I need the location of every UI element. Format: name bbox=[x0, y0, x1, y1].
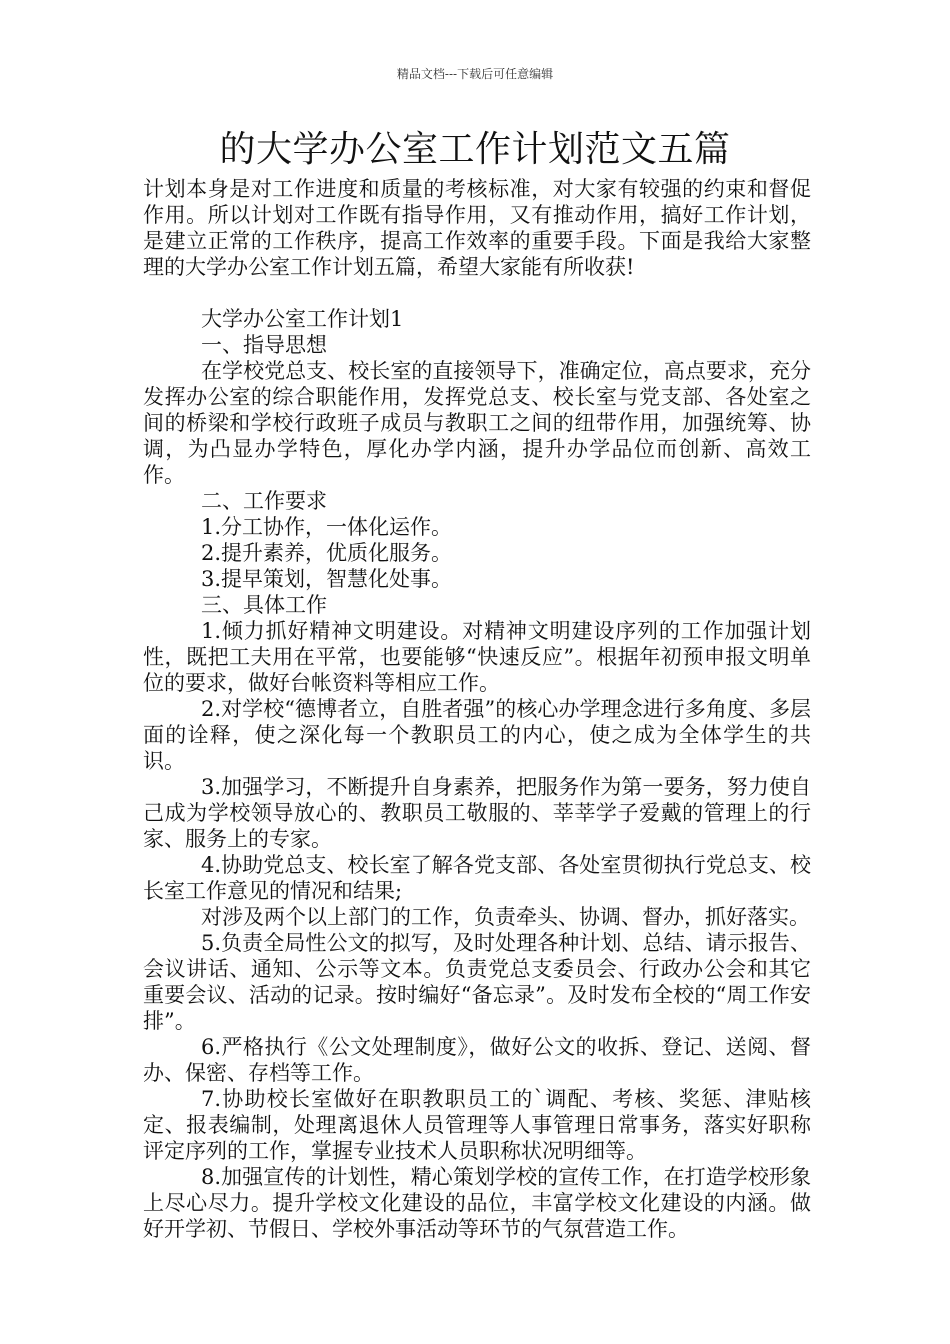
list-item: 2.提升素养，优质化服务。 bbox=[201, 541, 453, 565]
page-header: 精品文档---下载后可任意编辑 bbox=[396, 67, 554, 81]
document-body bbox=[143, 176, 811, 1242]
intro-paragraph: 计划本身是对工作进度和质量的考核标准，对大家有较强的约束和督促作用。所以计划对工作既有指导作用，又有推动作用，搞好工作计划，是建立正常的工作秩序，提高工作效率的重要手段。下面是我给大家整理的大学办公室工作计划五篇，希望大家能有所收获! bbox=[143, 177, 811, 279]
body-paragraph: 2.对学校“德博者立，自胜者强”的核心办学理念进行多角度、多层面的诠释，使之深化每一个教职员工的内心，使之成为全体学生的共识。 bbox=[143, 697, 811, 773]
document-title: 的大学办公室工作计划范文五篇 bbox=[219, 129, 731, 170]
body-paragraph: 在学校党总支、校长室的直接领导下，准确定位，高点要求，充分发挥办公室的综合职能作用，发挥党总支、校长室与党支部、各处室之间的桥梁和学校行政班子成员与教职工之间的纽带作用，加强统筹、协调，为凸显办学特色，厚化办学内涵，提升办学品位而创新、高效工作。 bbox=[143, 359, 811, 487]
body-paragraph: 4.协助党总支、校长室了解各党支部、各处室贯彻执行党总支、校长室工作意见的情况和结果; bbox=[143, 853, 811, 903]
list-item: 1.分工协作，一体化运作。 bbox=[201, 515, 453, 539]
subheading: 三、具体工作 bbox=[201, 593, 327, 617]
subheading: 一、指导思想 bbox=[201, 333, 327, 357]
body-paragraph: 对涉及两个以上部门的工作，负责牵头、协调、督办，抓好落实。 bbox=[201, 905, 810, 929]
body-paragraph: 1.倾力抓好精神文明建设。对精神文明建设序列的工作加强计划性，既把工夫用在平常，也要能够“快速反应”。根据年初预申报文明单位的要求，做好台帐资料等相应工作。 bbox=[143, 619, 811, 695]
list-item: 3.提早策划，智慧化处事。 bbox=[201, 567, 453, 591]
paragraph-gap bbox=[143, 280, 811, 306]
section-heading: 大学办公室工作计划1 bbox=[201, 307, 404, 331]
body-paragraph: 5.负责全局性公文的拟写，及时处理各种计划、总结、请示报告、会议讲话、通知、公示等文本。负责党总支委员会、行政办公会和其它重要会议、活动的记录。按时编好“备忘录”。及时发布全校的“周工作安排”。 bbox=[143, 931, 811, 1033]
body-paragraph: 8.加强宣传的计划性，精心策划学校的宣传工作，在打造学校形象上尽心尽力。提升学校文化建设的品位，丰富学校文化建设的内涵。做好开学初、节假日、学校外事活动等环节的气氛营造工作。 bbox=[143, 1165, 811, 1241]
body-paragraph: 6.严格执行《公文处理制度》，做好公文的收拆、登记、送阅、督办、保密、存档等工作。 bbox=[143, 1035, 811, 1085]
body-paragraph: 7.协助校长室做好在职教职员工的`调配、考核、奖惩、津贴核定、报表编制，处理离退休人员管理等人事管理日常事务，落实好职称评定序列的工作，掌握专业技术人员职称状况明细等。 bbox=[143, 1087, 811, 1163]
body-paragraph: 3.加强学习，不断提升自身素养，把服务作为第一要务，努力使自己成为学校领导放心的、教职员工敬服的、莘莘学子爱戴的管理上的行家、服务上的专家。 bbox=[143, 775, 811, 851]
subheading: 二、工作要求 bbox=[201, 489, 327, 513]
